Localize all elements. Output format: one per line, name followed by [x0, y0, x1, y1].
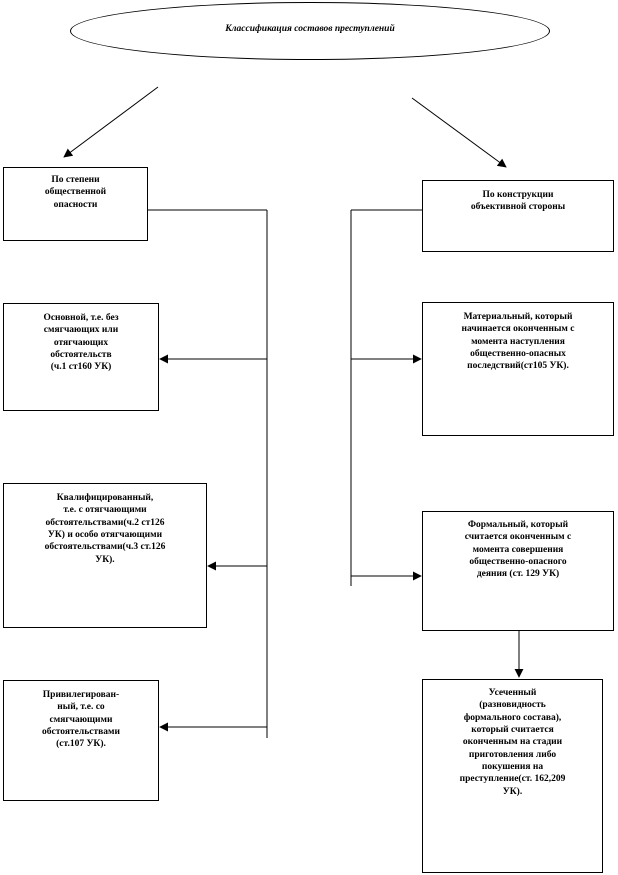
material-composition-box [422, 302, 614, 436]
truncated-composition-text: Усеченный (разновидность формального состава), который считается оконченным на стадии приготовления либо покушения на преступление(ст. 162,209 УК). [459, 688, 566, 797]
arrow-title-to-right-header [412, 98, 506, 167]
basic-composition-box [3, 303, 159, 411]
qualified-composition-box [3, 483, 207, 628]
right-header-text: По конструкции объективной стороны [470, 190, 566, 213]
privileged-composition-text: Привилегирован- ный, т.е. со смягчающими обстоятельствами (ст.107 УК). [42, 690, 120, 750]
privileged-composition-box [3, 680, 159, 801]
title-oval [70, 2, 550, 60]
qualified-composition-text: Квалифицированный, т.е. с отягчающими обстоятельствами(ч.2 ст126 УК) и особо отягчающими обстоятельствами(ч.3 ст.126 УК). [44, 493, 166, 565]
formal-composition-box [422, 511, 614, 631]
truncated-composition-box [422, 679, 603, 873]
formal-composition-text: Формальный, который считается оконченным с момента совершения общественно-опасного деяния (ст. 129 УК) [464, 520, 572, 580]
diagram-title: Классификация составов преступлений [225, 24, 395, 34]
left-header-text: По степени общественной опасности [44, 175, 107, 210]
basic-composition-text: Основной, т.е. без смягчающих или отягчающих обстоятельств (ч.1 ст160 УК) [43, 313, 119, 373]
material-composition-text: Материальный, который начинается оконченным с момента наступления общественно-опасных последствий(ст105 УК). [461, 312, 575, 372]
right-header-box [422, 180, 614, 252]
left-header-box [3, 167, 148, 241]
arrow-title-to-left-header [64, 87, 158, 157]
